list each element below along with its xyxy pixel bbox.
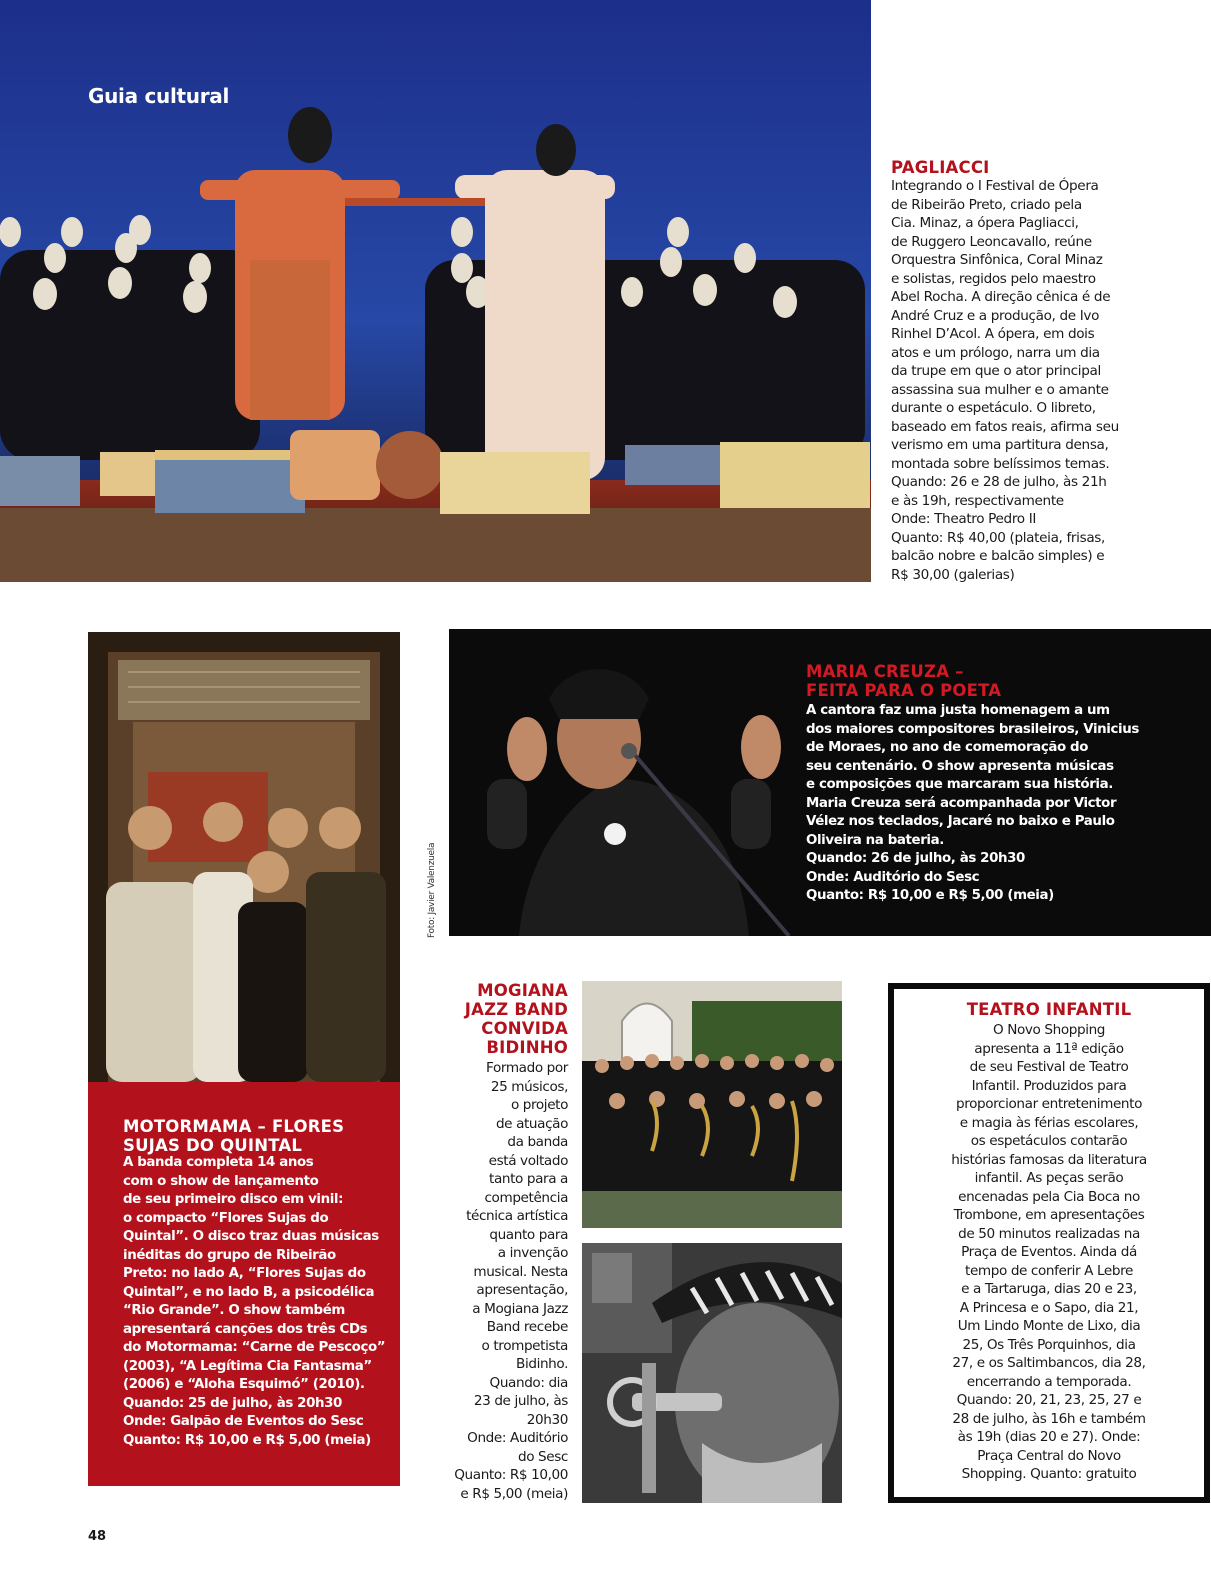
motormama-photo bbox=[88, 632, 400, 1082]
text-line: musical. Nesta bbox=[473, 1263, 568, 1280]
text-line: encenadas pela Cia Boca no bbox=[958, 1188, 1140, 1205]
text-line: Quando: dia bbox=[489, 1374, 568, 1391]
text-line: de atuação bbox=[495, 1115, 568, 1132]
text-line: Quando: 26 de julho, às 20h30 bbox=[806, 851, 1025, 866]
text-line: durante o espetáculo. O libreto, bbox=[891, 400, 1096, 416]
text-line: de seu primeiro disco em vinil: bbox=[123, 1192, 344, 1207]
text-line: e a Tartaruga, dias 20 e 23, bbox=[961, 1281, 1137, 1297]
text-line: Onde: Theatro Pedro II bbox=[891, 511, 1037, 527]
text-line: O Novo Shopping bbox=[992, 1022, 1106, 1038]
text-line: competência bbox=[484, 1189, 568, 1206]
text-line: Quanto: R$ 10,00 bbox=[454, 1467, 568, 1483]
title-line: CONVIDA bbox=[481, 1019, 568, 1038]
text-line: apresentará canções dos três CDs bbox=[123, 1321, 368, 1337]
text-line: infantil. As peças serão bbox=[974, 1170, 1124, 1186]
text-line: Formado por bbox=[486, 1060, 568, 1076]
text-line: Quintal”. O disco traz duas músicas bbox=[123, 1229, 379, 1244]
text-line: atos e um prólogo, narra um dia bbox=[891, 344, 1100, 361]
text-line: de Ruggero Leoncavallo, reúne bbox=[891, 233, 1092, 250]
text-line: Um Lindo Monte de Lixo, dia bbox=[957, 1318, 1141, 1334]
text-line: Shopping. Quanto: gratuito bbox=[961, 1466, 1137, 1482]
text-line: R$ 30,00 (galerias) bbox=[891, 566, 1015, 583]
text-line: a invenção bbox=[497, 1245, 568, 1261]
text-line: do Sesc bbox=[517, 1448, 568, 1465]
photo-credit-text: Foto: Javier Valenzuela bbox=[427, 842, 437, 938]
text-line: baseado em fatos reais, afirma seu bbox=[891, 418, 1119, 435]
text-line: Quanto: R$ 40,00 (plateia, frisas, bbox=[891, 529, 1106, 546]
text-line: e composições que marcaram sua história. bbox=[806, 777, 1113, 792]
text-line: montada sobre belíssimos temas. bbox=[891, 455, 1110, 472]
text-line: histórias famosas da literatura bbox=[951, 1151, 1147, 1168]
text-line: seu centenário. O show apresenta músicas bbox=[806, 758, 1114, 774]
text-line: do Motormama: “Carne de Pescoço” bbox=[123, 1340, 386, 1355]
title-line: JAZZ BAND bbox=[464, 1000, 568, 1019]
pagliacci-article bbox=[891, 158, 1207, 584]
text-line: Abel Rocha. A direção cênica é de bbox=[891, 289, 1111, 305]
motormama-body bbox=[123, 1154, 385, 1450]
text-line: inéditas do grupo de Ribeirão bbox=[123, 1247, 336, 1263]
maria-creuza-photo bbox=[449, 629, 799, 936]
text-line: Quando: 25 de julho, às 20h30 bbox=[123, 1395, 342, 1411]
text-line: com o show de lançamento bbox=[123, 1173, 319, 1189]
text-line: Quintal”, e no lado B, a psicodélica bbox=[123, 1284, 375, 1300]
text-line: Rinhel D’Acol. A ópera, em dois bbox=[891, 326, 1095, 342]
text-line: quanto para bbox=[489, 1226, 568, 1243]
text-line: 25, Os Três Porquinhos, dia bbox=[962, 1336, 1136, 1353]
text-line: apresenta a 11ª edição bbox=[974, 1040, 1124, 1057]
text-line: Quando: 26 e 28 de julho, às 21h bbox=[891, 474, 1107, 490]
text-line: Onde: Auditório bbox=[467, 1430, 568, 1446]
pagliacci-title: PAGLIACCI bbox=[891, 158, 990, 177]
title-line: MOGIANA bbox=[477, 981, 568, 1000]
mogiana-title bbox=[465, 981, 568, 1057]
text-line: Quanto: R$ 10,00 e R$ 5,00 (meia) bbox=[806, 888, 1054, 903]
page-number: 48 bbox=[88, 1529, 107, 1544]
text-line: Trombone, em apresentações bbox=[953, 1207, 1145, 1223]
text-line: da banda bbox=[507, 1134, 568, 1150]
text-line: de Moraes, no ano de comemoração do bbox=[806, 740, 1089, 755]
text-line: às 19h (dias 20 e 27). Onde: bbox=[957, 1429, 1141, 1445]
pagliacci-body bbox=[891, 177, 1207, 584]
text-line: Cia. Minaz, a ópera Pagliacci, bbox=[891, 215, 1079, 231]
text-line: o compacto “Flores Sujas do bbox=[123, 1210, 329, 1226]
text-line: 28 de julho, às 16h e também bbox=[952, 1410, 1146, 1427]
text-line: de seu Festival de Teatro bbox=[969, 1059, 1129, 1075]
text-line: Bidinho. bbox=[516, 1356, 568, 1372]
text-line: proporcionar entretenimento bbox=[955, 1096, 1142, 1112]
title-line: MOTORMAMA – FLORES bbox=[123, 1117, 345, 1136]
motormama-title bbox=[123, 1117, 344, 1155]
maria-creuza-title bbox=[806, 662, 1001, 700]
text-line: 20h30 bbox=[526, 1411, 568, 1428]
text-line: Maria Creuza será acompanhada por Victor bbox=[806, 795, 1117, 811]
text-line: A Princesa e o Sapo, dia 21, bbox=[959, 1299, 1139, 1316]
text-line: A banda completa 14 anos bbox=[123, 1155, 314, 1170]
text-line: Onde: Galpão de Eventos do Sesc bbox=[123, 1414, 364, 1429]
text-line: e às 19h, respectivamente bbox=[891, 492, 1064, 509]
teatro-infantil-body bbox=[888, 1021, 1210, 1484]
text-line: (2006) e “Aloha Esquimó” (2010). bbox=[123, 1377, 365, 1392]
text-line: e magia às férias escolares, bbox=[959, 1114, 1139, 1131]
section-label: Guia cultural bbox=[88, 84, 230, 108]
text-line: 23 de julho, às bbox=[473, 1393, 568, 1409]
mogiana-body bbox=[454, 1059, 568, 1503]
text-line: encerrando a temporada. bbox=[966, 1373, 1132, 1390]
text-line: apresentação, bbox=[476, 1282, 568, 1298]
text-line: e R$ 5,00 (meia) bbox=[460, 1485, 568, 1502]
text-line: o trompetista bbox=[481, 1337, 568, 1354]
title-line: SUJAS DO QUINTAL bbox=[123, 1136, 303, 1155]
text-line: Praça de Eventos. Ainda dá bbox=[961, 1244, 1137, 1260]
title-line: MARIA CREUZA – bbox=[806, 662, 964, 681]
mogiana-band-photo bbox=[582, 981, 842, 1228]
text-line: 25 músicos, bbox=[490, 1078, 568, 1095]
photo-credit bbox=[427, 828, 443, 938]
text-line: balcão nobre e balcão simples) e bbox=[891, 548, 1105, 564]
text-line: Band recebe bbox=[486, 1319, 568, 1335]
text-line: dos maiores compositores brasileiros, Vinicius bbox=[806, 721, 1139, 737]
text-line: Infantil. Produzidos para bbox=[971, 1077, 1127, 1094]
text-line: assassina sua mulher e o amante bbox=[891, 381, 1109, 398]
text-line: os espetáculos contarão bbox=[970, 1133, 1128, 1149]
text-line: (2003), “A Legítima Cia Fantasma” bbox=[123, 1358, 372, 1374]
text-line: A cantora faz uma justa homenagem a um bbox=[806, 703, 1110, 718]
text-line: André Cruz e a produção, de Ivo bbox=[891, 307, 1100, 324]
text-line: Integrando o I Festival de Ópera bbox=[891, 178, 1099, 194]
text-line: Orquestra Sinfônica, Coral Minaz bbox=[891, 252, 1103, 268]
title-line: BIDINHO bbox=[486, 1038, 568, 1057]
text-line: o projeto bbox=[510, 1097, 568, 1113]
text-line: tempo de conferir A Lebre bbox=[965, 1262, 1133, 1279]
text-line: 27, e os Saltimbancos, dia 28, bbox=[952, 1355, 1146, 1371]
text-line: e solistas, regidos pelo maestro bbox=[891, 270, 1096, 287]
bidinho-photo bbox=[582, 1243, 842, 1503]
text-line: de Ribeirão Preto, criado pela bbox=[891, 196, 1082, 213]
text-line: técnica artística bbox=[466, 1208, 568, 1224]
maria-creuza-body bbox=[806, 702, 1139, 906]
text-line: Onde: Auditório do Sesc bbox=[806, 869, 980, 885]
teatro-infantil-title: TEATRO INFANTIL bbox=[966, 1000, 1132, 1019]
text-line: tanto para a bbox=[489, 1171, 568, 1187]
text-line: verismo em uma partitura densa, bbox=[891, 437, 1109, 453]
text-line: está voltado bbox=[488, 1152, 568, 1169]
text-line: Praça Central do Novo bbox=[977, 1447, 1121, 1464]
text-line: Quando: 20, 21, 23, 25, 27 e bbox=[956, 1392, 1142, 1408]
text-line: Oliveira na bateria. bbox=[806, 832, 944, 848]
title-line: FEITA PARA O POETA bbox=[806, 681, 1002, 700]
text-line: “Rio Grande”. O show também bbox=[123, 1303, 345, 1318]
text-line: de 50 minutos realizadas na bbox=[958, 1225, 1140, 1242]
text-line: da trupe em que o ator principal bbox=[891, 363, 1101, 379]
text-line: Preto: no lado A, “Flores Sujas do bbox=[123, 1266, 366, 1281]
text-line: Quanto: R$ 10,00 e R$ 5,00 (meia) bbox=[123, 1432, 371, 1448]
text-line: Vélez nos teclados, Jacaré no baixo e Paulo bbox=[806, 814, 1115, 829]
text-line: a Mogiana Jazz bbox=[472, 1300, 568, 1317]
